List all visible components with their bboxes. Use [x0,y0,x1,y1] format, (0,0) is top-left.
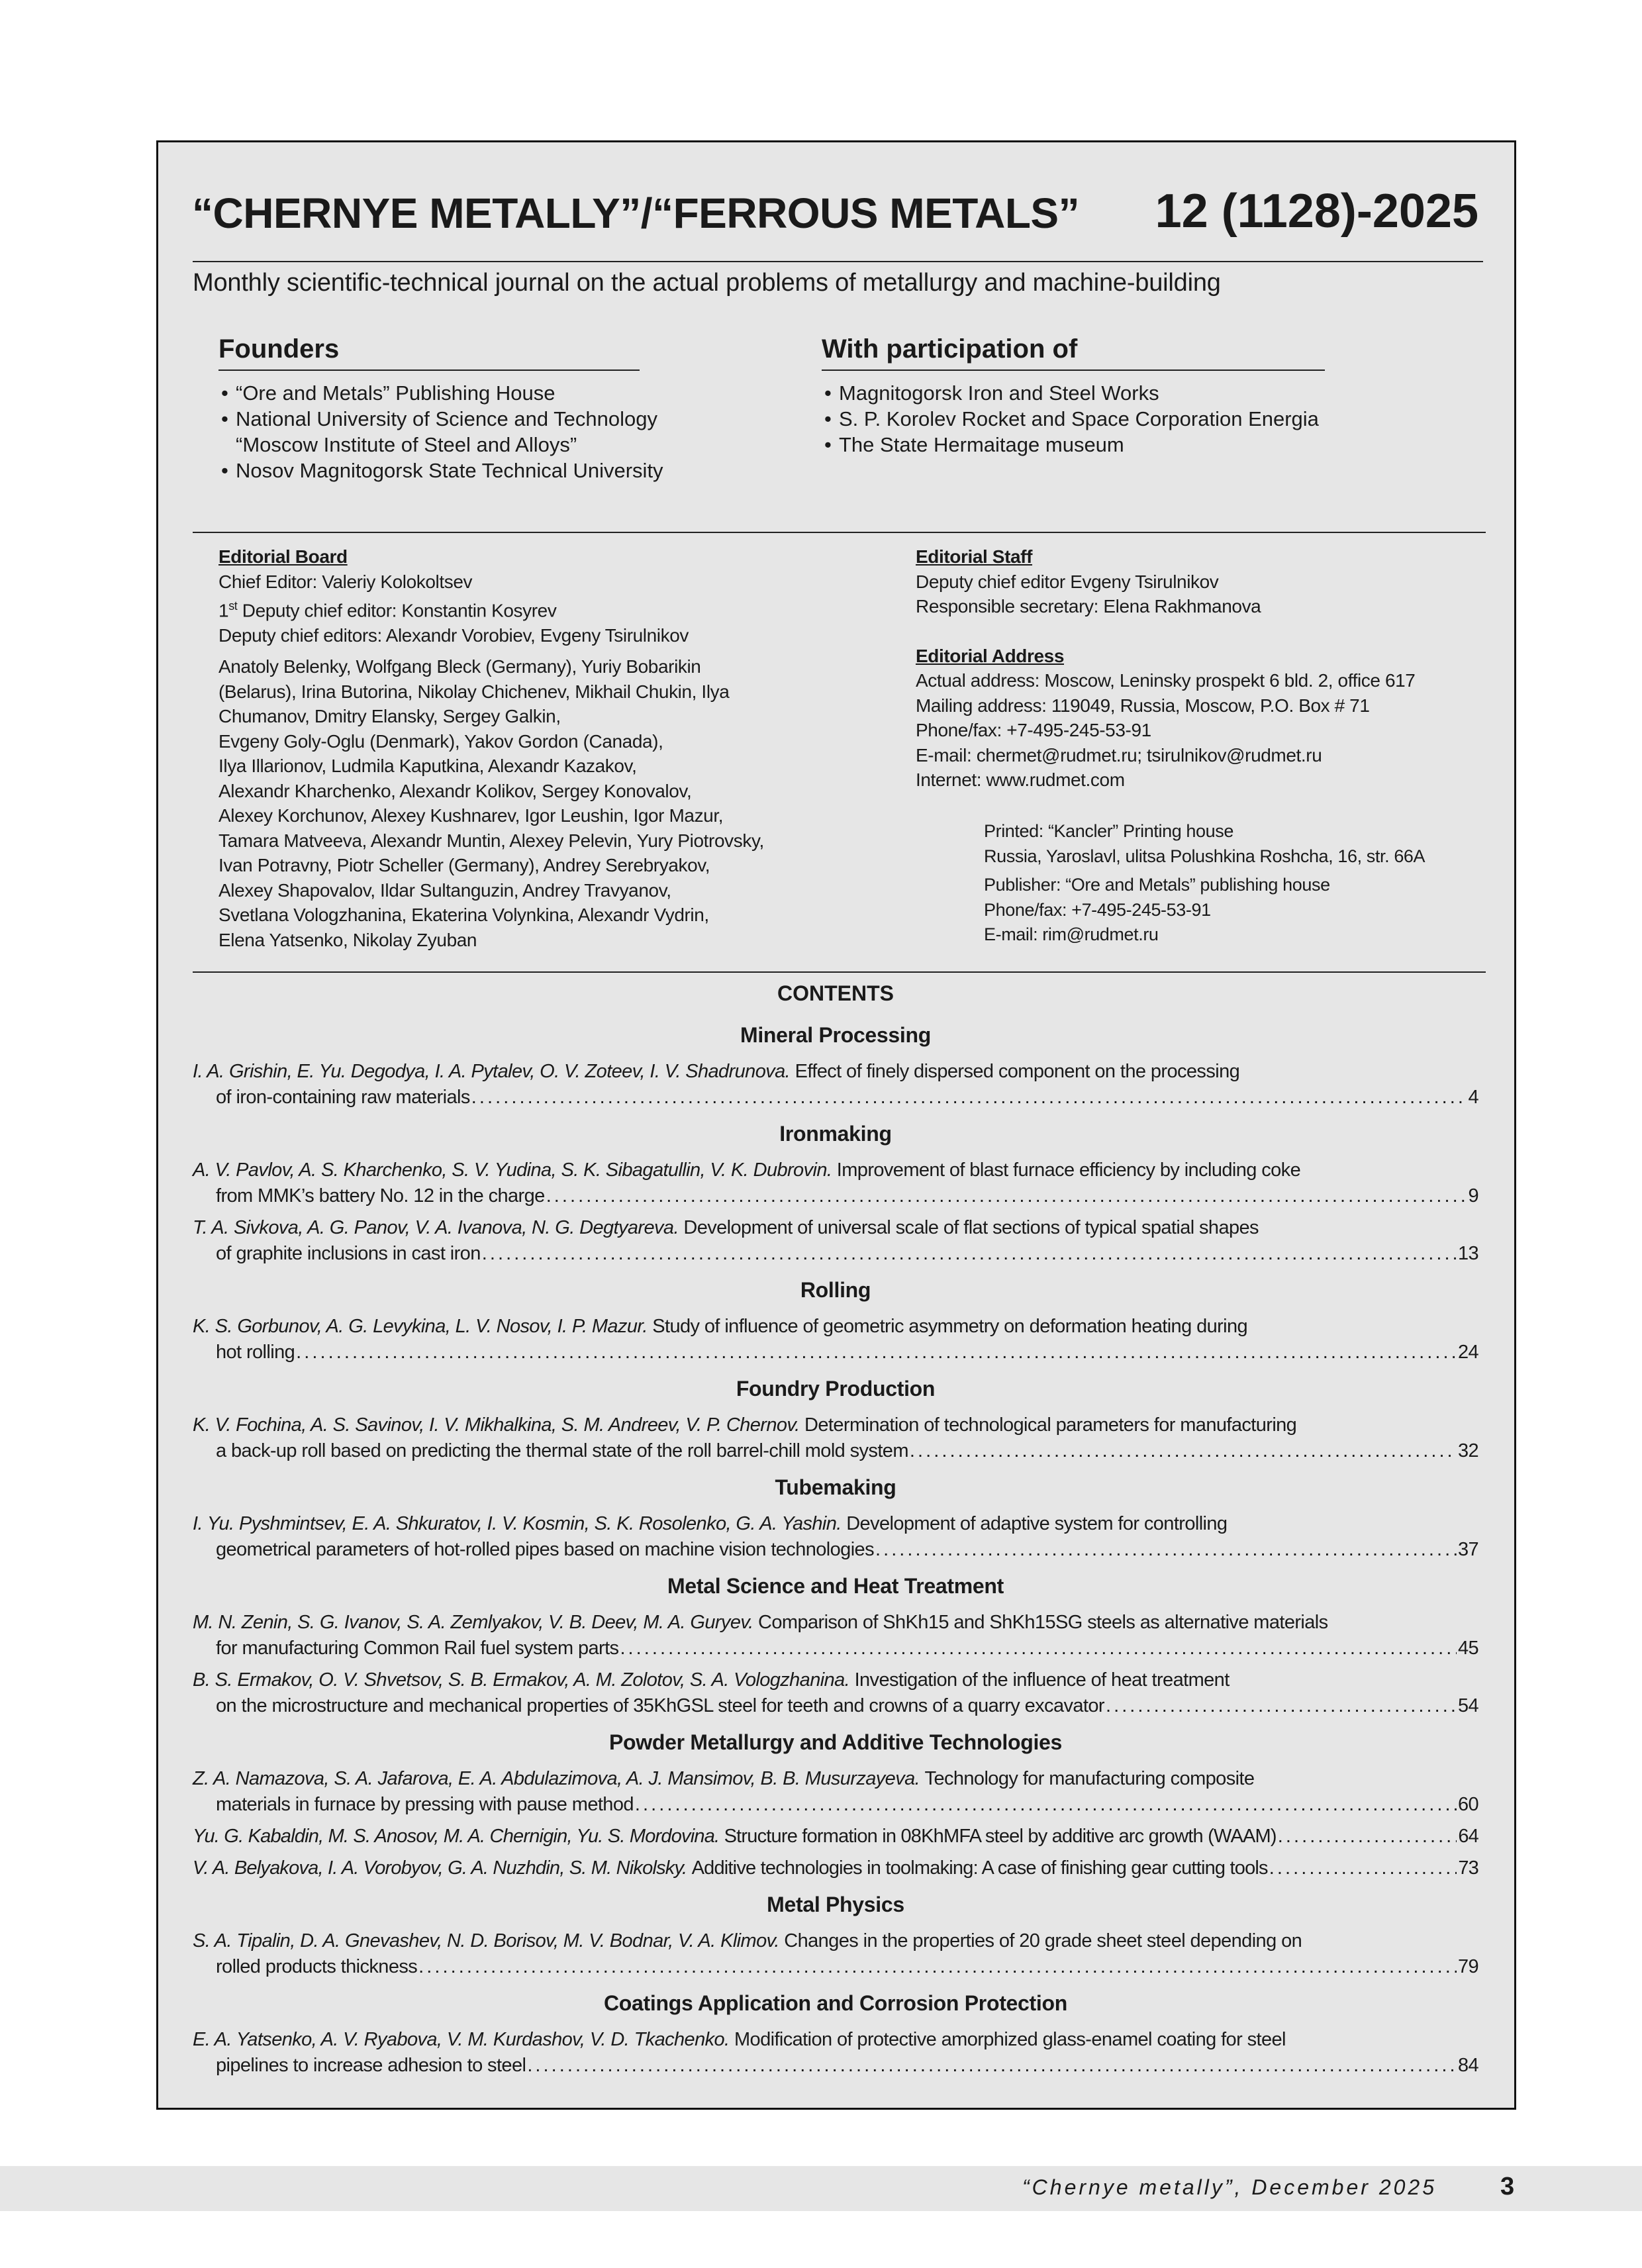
entry-authors: S. A. Tipalin, D. A. Gnevashev, N. D. Borisov, M. V. Bodnar, V. A. Klimov. [193,1930,779,1951]
dot-leader [635,1792,1457,1818]
entry-line [193,1340,1478,1365]
entry-authors: Yu. G. Kabaldin, M. S. Anosov, M. A. Chernigin, Yu. S. Mordovina. [193,1826,720,1847]
entry-page: 79 [1457,1956,1478,1977]
contents-title: CONTENTS [777,981,894,1005]
dot-leader [296,1340,1457,1365]
address-line: E-mail: chermet@rudmet.ru; tsirulnikov@rudmet.ru [916,744,1322,765]
entry-page: 32 [1457,1440,1478,1461]
dot-leader [471,1085,1467,1110]
entry-line [193,2053,1478,2079]
editorial-board [218,544,764,952]
participant-item: • Magnitogorsk Iron and Steel Works [824,381,1159,405]
entry-title: Investigation of the influence of heat treatment [854,1669,1230,1691]
entry-title: Modification of protective amorphized glass-enamel coating for steel [734,2029,1286,2050]
board-member-line: Alexey Shapovalov, Ildar Sultanguzin, Andrey Travyanov, [218,879,671,901]
entry-authors: T. A. Sivkova, A. G. Panov, V. A. Ivanova, N. G. Degtyareva. [193,1217,679,1238]
contents-section-heading: Powder Metallurgy and Additive Technologies [608,1730,1063,1754]
board-member-line: Ilya Illarionov, Ludmila Kaputkina, Alexandr Kazakov, [218,756,637,777]
address-line: Actual address: Moscow, Leninsky prospekt 6 bld. 2, office 617 [916,670,1416,691]
entry-authors: I. A. Grishin, E. Yu. Degodya, I. A. Pytalev, O. V. Zoteev, I. V. Shadrunova. [193,1061,791,1082]
entry-title-continued: a back-up roll based on predicting the thermal state of the roll barrel-chill mold system [216,1440,908,1461]
address-line: Mailing address: 119049, Russia, Moscow, P.O. Box # 71 [916,695,1370,716]
board-member-line: Alexandr Kharchenko, Alexandr Kolikov, Sergey Konovalov, [218,780,692,801]
contents-section-heading: Metal Physics [767,1893,904,1916]
contents-section-heading: Ironmaking [779,1122,892,1146]
entry-line [193,1693,1478,1719]
entry-authors: E. A. Yatsenko, A. V. Ryabova, V. M. Kurdashov, V. D. Tkachenko. [193,2029,730,2050]
board-member-line: Chumanov, Dmitry Elansky, Sergey Galkin, [218,706,561,727]
contents-entry [193,1928,1478,1980]
entry-line [193,1412,1478,1438]
founder-item: “Moscow Institute of Steel and Alloys” [236,433,577,456]
entry-page: 13 [1457,1243,1478,1264]
contents-entry [193,1511,1478,1563]
editorial-staff [916,544,1415,793]
entry-line [193,1792,1478,1818]
board-member-line: Evgeny Goly-Oglu (Denmark), Yakov Gordon (Canada), [218,730,663,752]
founders-heading: Founders [218,334,340,364]
entry-title: Development of universal scale of flat sections of typical spatial shapes [683,1217,1259,1238]
contents-section-heading: Mineral Processing [740,1023,932,1047]
founder-item: • National University of Science and Technology [221,407,658,430]
contents-section-heading: Tubemaking [775,1475,896,1499]
divider [193,971,1486,973]
publisher-line: E-mail: rim@rudmet.ru [984,924,1159,944]
board-member-line: (Belarus), Irina Butorina, Nikolay Chichenev, Mikhail Chukin, Ilya [218,681,730,702]
publisher-line: Publisher: “Ore and Metals” publishing house [984,875,1330,895]
entry-authors: V. A. Belyakova, I. A. Vorobyov, G. A. Nuzhdin, S. M. Nikolsky. [193,1857,687,1879]
entry-title-continued: from MMK’s battery No. 12 in the charge [216,1185,545,1207]
entry-title: Development of adaptive system for controlling [846,1513,1228,1534]
divider [218,370,640,371]
participant-item: • The State Hermaitage museum [824,433,1124,456]
dot-leader [875,1537,1457,1563]
journal-subtitle: Monthly scientific-technical journal on the actual problems of metallurgy and machine-building [193,269,1221,297]
board-member-line: Tamara Matveeva, Alexandr Muntin, Alexey Pelevin, Yury Piotrovsky, [218,830,764,851]
entry-title-continued: rolled products thickness [216,1956,418,1977]
entry-line [193,1314,1478,1340]
dot-leader [1278,1824,1457,1849]
contents-entry [193,1059,1478,1110]
participation-heading: With participation of [822,334,1078,364]
deputy-editors: Deputy chief editors: Alexandr Vorobiev, Evgeny Tsirulnikov [218,624,689,646]
staff-line: Deputy chief editor Evgeny Tsirulnikov [916,571,1219,592]
running-title: “Chernye metally”, December 2025 [1022,2175,1437,2199]
entry-line [193,1610,1478,1636]
issue-number: 12 (1128)-2025 [1155,185,1478,238]
contents-entry [193,1215,1478,1267]
entry-line [193,1183,1478,1209]
entry-title: Additive technologies in toolmaking: A case of finishing gear cutting tools [691,1857,1268,1879]
contents-entry [193,1766,1478,1818]
divider [822,370,1325,371]
contents-section-heading: Rolling [800,1278,871,1302]
entry-line [193,1636,1478,1661]
entry-title-continued: materials in furnace by pressing with pause method [216,1794,634,1815]
entry-page: 64 [1458,1826,1478,1847]
contents-entry [193,2027,1478,2079]
publisher-line: Phone/fax: +7-495-245-53-91 [984,899,1211,920]
dot-leader [546,1183,1467,1209]
editorial-board-heading: Editorial Board [218,546,348,567]
dot-leader [418,1954,1457,1980]
editorial-address-heading: Editorial Address [916,645,1064,666]
entry-title-continued: on the microstructure and mechanical properties of 35KhGSL steel for teeth and crowns of a quarry excavator [216,1695,1104,1716]
entry-title: Changes in the properties of 20 grade sheet steel depending on [784,1930,1302,1951]
entry-page: 84 [1457,2055,1478,2076]
entry-line [193,1824,1478,1849]
entry-title: Comparison of ShKh15 and ShKh15SG steels as alternative materials [758,1612,1328,1633]
entry-line [193,1241,1478,1267]
entry-title-continued: pipelines to increase adhesion to steel [216,2055,526,2076]
board-member-line: Alexey Korchunov, Alexey Kushnarev, Igor Leushin, Igor Mazur, [218,805,724,826]
founder-item: • “Ore and Metals” Publishing House [221,381,555,405]
printed-line: Printed: “Kancler” Printing house [984,821,1233,841]
contents-entry [193,1412,1478,1464]
entry-authors: I. Yu. Pyshmintsev, E. A. Shkuratov, I. V. Kosmin, S. K. Rosolenko, G. A. Yashin. [193,1513,842,1534]
dot-leader [910,1438,1457,1464]
contents-entry [193,1158,1478,1209]
board-member-line: Elena Yatsenko, Nikolay Zyuban [218,929,477,950]
entry-line [193,1766,1478,1792]
address-line: Phone/fax: +7-495-245-53-91 [916,720,1151,740]
founders-section [218,334,663,483]
board-member-line: Svetlana Vologzhanina, Ekaterina Volynkina, Alexandr Vydrin, [218,905,709,926]
contents-section-heading: Coatings Application and Corrosion Protection [603,1991,1067,2015]
entry-authors: K. V. Fochina, A. S. Savinov, I. V. Mikhalkina, S. M. Andreev, V. P. Chernov. [193,1414,800,1436]
board-member-line: Ivan Potravny, Piotr Scheller (Germany), Andrey Serebryakov, [218,855,710,876]
entry-title-continued: of iron-containing raw materials [216,1087,470,1108]
entry-line [193,1215,1478,1241]
dot-leader [1269,1855,1457,1881]
contents-entry [193,1314,1478,1365]
contents-entry [193,1610,1478,1661]
dot-leader [482,1241,1457,1267]
entry-line [193,1158,1478,1183]
entry-title: Improvement of blast furnace efficiency by including coke [836,1159,1301,1181]
entry-line [193,1438,1478,1464]
participation-section [822,334,1325,458]
entry-page: 4 [1468,1087,1478,1108]
entry-page: 45 [1457,1638,1478,1659]
entry-title-continued: hot rolling [216,1342,295,1363]
dot-leader [1106,1693,1457,1719]
entry-title: Effect of finely dispersed component on the processing [795,1061,1240,1082]
address-line: Internet: www.rudmet.com [916,769,1125,790]
contents-entry [193,1667,1478,1719]
entry-line [193,1855,1478,1881]
entry-authors: M. N. Zenin, S. G. Ivanov, S. A. Zemlyakov, V. B. Deev, M. A. Guryev. [193,1612,753,1633]
dot-leader [527,2053,1457,2079]
board-member-line: Anatoly Belenky, Wolfgang Bleck (Germany), Yuriy Bobarikin [218,656,701,677]
printing-info [984,819,1425,948]
entry-line [193,2027,1478,2053]
entry-line [193,1954,1478,1980]
entry-line [193,1085,1478,1110]
contents-section-heading: Foundry Production [736,1377,936,1401]
dot-leader [620,1636,1457,1661]
entry-page: 37 [1457,1539,1478,1560]
entry-page: 9 [1468,1185,1478,1207]
journal-title: “CHERNYE METALLY”/“FERROUS METALS” [192,189,1080,237]
chief-editor: Chief Editor: Valeriy Kolokoltsev [218,571,473,592]
staff-line: Responsible secretary: Elena Rakhmanova [916,596,1261,616]
entry-authors: K. S. Gorbunov, A. G. Levykina, L. V. Nosov, I. P. Mazur. [193,1316,648,1337]
first-deputy: 1st Deputy chief editor: Konstantin Kosyrev [218,599,557,621]
entry-page: 73 [1458,1857,1478,1879]
entry-line [193,1667,1478,1693]
entry-title-continued: for manufacturing Common Rail fuel system parts [216,1638,619,1659]
founder-item: • Nosov Magnitogorsk State Technical University [221,459,663,482]
entry-authors: B. S. Ermakov, O. V. Shvetsov, S. B. Ermakov, A. M. Zolotov, S. A. Vologzhanina. [193,1669,850,1691]
contents-entry [193,1824,1478,1849]
entry-line [193,1537,1478,1563]
board-members [218,654,764,952]
entry-line [193,1511,1478,1537]
entry-title: Determination of technological parameters for manufacturing [804,1414,1297,1436]
entry-title: Structure formation in 08KhMFA steel by additive arc growth (WAAM) [724,1826,1277,1847]
entry-authors: Z. A. Namazova, S. A. Jafarova, E. A. Abdulazimova, A. J. Mansimov, B. B. Musurzayeva. [193,1768,920,1789]
contents-entry [193,1855,1478,1881]
entry-line [193,1928,1478,1954]
entry-line [193,1059,1478,1085]
entry-title: Technology for manufacturing composite [924,1768,1255,1789]
entry-title-continued: of graphite inclusions in cast iron [216,1243,481,1264]
divider [193,261,1483,262]
participant-item: • S. P. Korolev Rocket and Space Corporation Energia [824,407,1319,430]
contents-section-heading: Metal Science and Heat Treatment [667,1574,1004,1598]
editorial-staff-heading: Editorial Staff [916,546,1033,567]
entry-page: 60 [1457,1794,1478,1815]
entry-title: Study of influence of geometric asymmetry on deformation heating during [652,1316,1248,1337]
table-of-contents [193,981,1478,2079]
entry-page: 54 [1457,1695,1478,1716]
entry-title-continued: geometrical parameters of hot-rolled pipes based on machine vision technologies [216,1539,874,1560]
page-number: 3 [1500,2173,1515,2200]
entry-page: 24 [1457,1342,1478,1363]
divider [193,532,1486,533]
entry-authors: A. V. Pavlov, A. S. Kharchenko, S. V. Yudina, S. K. Sibagatullin, V. K. Dubrovin. [193,1159,832,1181]
printed-line: Russia, Yaroslavl, ulitsa Polushkina Roshcha, 16, str. 66A [984,846,1425,866]
